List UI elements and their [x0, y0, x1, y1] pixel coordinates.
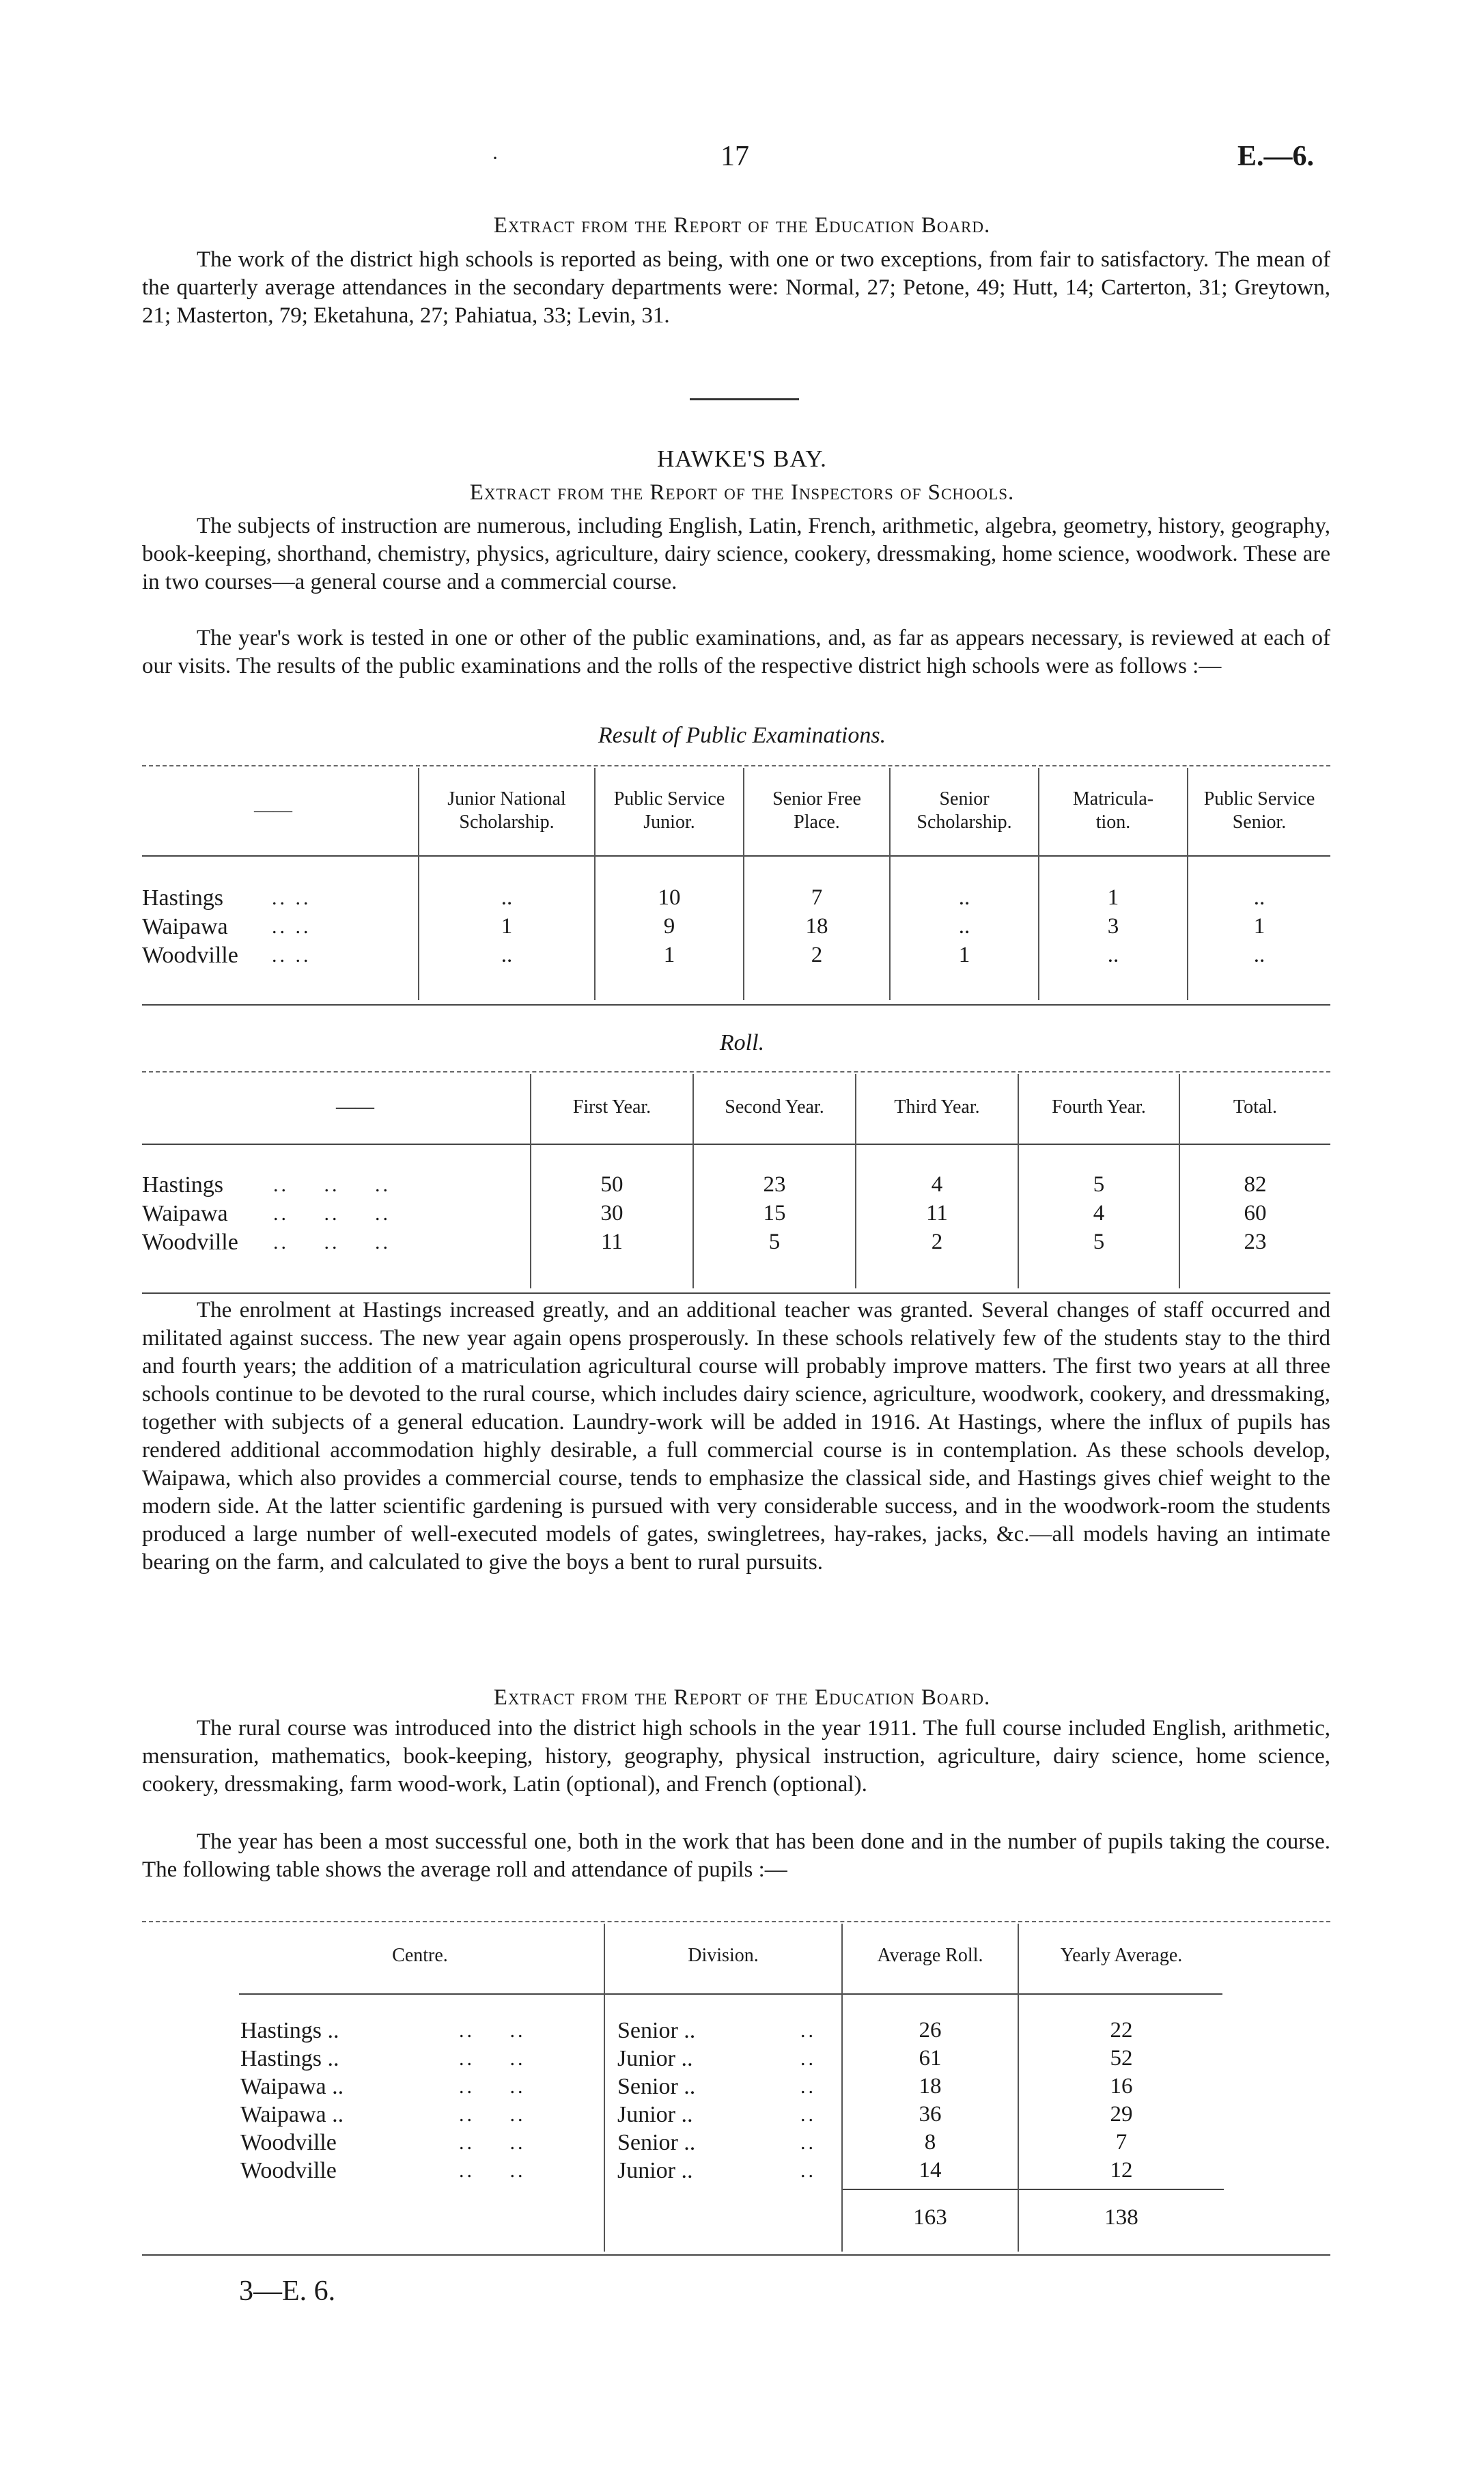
- exam-column-header-line: Senior: [939, 788, 990, 809]
- section1-paragraph: [142, 246, 1330, 330]
- table-cell: 14: [919, 2158, 942, 2183]
- section1-heading: Extract from the Report of the Education Board.: [493, 213, 991, 238]
- table-cell: 1: [663, 943, 675, 967]
- table-cell: ..: [958, 914, 970, 939]
- roll-column-header: Fourth Year.: [1052, 1096, 1146, 1118]
- table-cell: 1: [958, 943, 970, 967]
- attendance-column-header: Average Roll.: [877, 1945, 983, 1966]
- roll-column-header: Total.: [1233, 1096, 1278, 1118]
- section2-paragraph2: [142, 624, 1330, 680]
- signature-mark: 3—E. 6.: [239, 2275, 336, 2307]
- section-divider: [690, 398, 799, 400]
- table-cell: ..: [501, 943, 513, 967]
- table-cell: 29: [1110, 2102, 1133, 2127]
- document-reference: E.—6.: [1237, 141, 1315, 172]
- section3-paragraph2-text: The year has been a most successful one, both in the work that has been done and in the number of pupils taking the course. The following table shows the average roll and attendance of pupils :—: [142, 1829, 1330, 1882]
- table-cell: 1: [1107, 885, 1119, 910]
- exam-column-header: [744, 788, 889, 834]
- header-dot: ·: [492, 147, 499, 169]
- table-cell: 36: [919, 2102, 942, 2127]
- exam-column-header-line: Scholarship.: [459, 812, 555, 833]
- hawkes-bay-title: HAWKE'S BAY.: [657, 445, 827, 472]
- table-cell: 1: [1253, 914, 1265, 939]
- roll-column-header: First Year.: [572, 1096, 652, 1118]
- table-cell: ..: [1107, 943, 1119, 967]
- exam-column-header-line: Scholarship.: [916, 812, 1012, 833]
- roll-column-header: Third Year.: [894, 1096, 980, 1118]
- roll-table-caption: Roll.: [719, 1030, 765, 1055]
- row-label: Waipawa: [142, 1201, 228, 1226]
- leader-dots: ..: [800, 2047, 816, 2070]
- section3-paragraph: [142, 1297, 1330, 1577]
- section3-paragraph1-text: The rural course was introduced into the district high schools in the year 1911. The full course included English, arithmetic, mensuration, mathematics, book-keeping, history, geography, physical instruction, agriculture, dairy science, home science, cookery, dressmaking, farm wood-work, Latin (optional), and French (optional).: [142, 1716, 1330, 1797]
- leader-dots: ..: [800, 2103, 816, 2126]
- table-cell: 52: [1110, 2046, 1133, 2071]
- exam-column-header: [1188, 788, 1330, 834]
- table-cell: 4: [931, 1172, 943, 1197]
- table-cell: 7: [1115, 2130, 1128, 2155]
- division-cell: Junior ..: [617, 2102, 693, 2127]
- leader-dots: .. .. ..: [273, 1174, 391, 1196]
- table-cell: 82: [1244, 1172, 1267, 1197]
- total-roll: 163: [913, 2205, 947, 2230]
- table-cell: 7: [811, 885, 823, 910]
- section3-heading: Extract from the Report of the Education Board.: [493, 1685, 991, 1710]
- attendance-table-top-rule: [142, 1921, 1330, 1922]
- section1-paragraph-text: The work of the district high schools is reported as being, with one or two exceptions, from fair to satisfactory. The mean of the quarterly average attendances in the secondary departments were: Normal, 27; Petone, 49; Hutt, 14; Carterton, 31; Greytown, 21; Masterton, 79; Eketahuna, 27; Pahiatua, 33; Levin, 31.: [142, 247, 1330, 328]
- table-cell: 1: [501, 914, 513, 939]
- exam-column-header-line: Public Service: [613, 788, 725, 809]
- exam-column-header-line: Place.: [794, 812, 840, 833]
- leader-dots: .. .. ..: [273, 1202, 391, 1225]
- leader-dots: .. ..: [459, 2075, 526, 2098]
- table-cell: 2: [931, 1230, 943, 1254]
- section2-paragraph1: [142, 512, 1330, 596]
- table-cell: 18: [919, 2074, 942, 2099]
- leader-dots: ..: [800, 2075, 816, 2098]
- roll-table-bottom-rule: [142, 1292, 1330, 1294]
- division-cell: Junior ..: [617, 2046, 693, 2071]
- division-cell: Senior ..: [617, 2074, 696, 2099]
- table-cell: 50: [600, 1172, 624, 1197]
- table-cell: 9: [663, 914, 675, 939]
- row-label: Waipawa: [142, 914, 228, 939]
- roll-column-header: Second Year.: [725, 1096, 824, 1118]
- table-cell: 26: [919, 2018, 942, 2043]
- table-cell: ..: [1253, 943, 1265, 967]
- total-average: 138: [1104, 2205, 1138, 2230]
- page-number: 17: [720, 141, 749, 172]
- table-cell: 12: [1110, 2158, 1133, 2183]
- exam-table-bottom-rule: [142, 1004, 1330, 1006]
- attendance-table-total-rule: [841, 2189, 1224, 2190]
- leader-dots: .. ..: [459, 2159, 526, 2182]
- division-cell: Senior ..: [617, 2130, 696, 2155]
- section2-heading: Extract from the Report of the Inspectors of Schools.: [469, 480, 1015, 505]
- exam-column-header-line: Senior.: [1232, 812, 1287, 833]
- row-label: Woodville: [142, 943, 238, 968]
- table-cell: 2: [811, 943, 823, 967]
- exam-column-header: [1039, 788, 1187, 834]
- table-cell: 10: [658, 885, 681, 910]
- section2-paragraph1-text: The subjects of instruction are numerous, including English, Latin, French, arithmetic, algebra, geometry, history, geography, book-keeping, shorthand, chemistry, physics, agriculture, dairy science, cookery, dressmaking, home science, woodwork. These are in two courses—a general course and a commercial course.: [142, 514, 1330, 594]
- leader-dots: .. ..: [272, 915, 311, 938]
- table-cell: 23: [1244, 1230, 1267, 1254]
- leader-dots: ..: [800, 2159, 816, 2182]
- exam-column-header: [419, 788, 594, 834]
- row-label: Hastings: [142, 885, 223, 911]
- table-cell: 61: [919, 2046, 942, 2071]
- attendance-table-header-rule: [239, 1993, 1222, 1995]
- section2-paragraph2-text: The year's work is tested in one or other of the public examinations, and, as far as appears necessary, is reviewed at each of our visits. The results of the public examinations and the rolls of the respective district high schools were as follows :—: [142, 626, 1330, 678]
- table-cell: 8: [924, 2130, 936, 2155]
- table-cell: ..: [1253, 885, 1265, 910]
- table-cell: 11: [926, 1201, 948, 1226]
- exam-column-header-line: Matricula-: [1072, 788, 1154, 809]
- exam-blank-header: ——: [254, 800, 292, 821]
- exam-column-header-line: Junior National: [447, 788, 566, 809]
- section3-paragraph2: [142, 1828, 1330, 1884]
- leader-dots: ..: [800, 2019, 816, 2042]
- table-cell: 30: [600, 1201, 624, 1226]
- division-cell: Junior ..: [617, 2158, 693, 2183]
- centre-cell: Waipawa ..: [240, 2074, 344, 2099]
- exam-column-header-line: tion.: [1095, 812, 1131, 833]
- exam-column-header: [891, 788, 1038, 834]
- leader-dots: .. ..: [272, 944, 311, 967]
- table-cell: 4: [1093, 1201, 1105, 1226]
- table-cell: 5: [768, 1230, 781, 1254]
- table-cell: ..: [958, 885, 970, 910]
- attendance-column-header: Yearly Average.: [1060, 1945, 1183, 1966]
- table-cell: 15: [763, 1201, 786, 1226]
- table-cell: ..: [501, 885, 513, 910]
- leader-dots: .. ..: [272, 887, 311, 909]
- roll-blank-header: ——: [336, 1096, 374, 1118]
- leader-dots: .. ..: [459, 2103, 526, 2126]
- centre-cell: Woodville: [240, 2130, 337, 2155]
- table-cell: 60: [1244, 1201, 1267, 1226]
- roll-table-header-rule: [142, 1144, 1330, 1145]
- exam-column-header: [596, 788, 743, 834]
- exam-table-caption: Result of Public Examinations.: [598, 723, 886, 748]
- attendance-col-divider: [604, 1924, 605, 2252]
- table-cell: 16: [1110, 2074, 1133, 2099]
- attendance-column-header: Centre.: [392, 1945, 448, 1966]
- section3-paragraph1: [142, 1715, 1330, 1799]
- table-cell: 22: [1110, 2018, 1133, 2043]
- centre-cell: Hastings ..: [240, 2046, 339, 2071]
- attendance-table-bottom-rule: [142, 2254, 1330, 2256]
- exam-column-header-line: Junior.: [643, 812, 695, 833]
- exam-column-header-line: Public Service: [1203, 788, 1315, 809]
- leader-dots: .. ..: [459, 2047, 526, 2070]
- leader-dots: .. .. ..: [273, 1231, 391, 1254]
- exam-table-header-rule: [142, 855, 1330, 857]
- table-cell: 11: [601, 1230, 623, 1254]
- leader-dots: .. ..: [459, 2131, 526, 2154]
- table-cell: 18: [805, 914, 828, 939]
- row-label: Woodville: [142, 1230, 238, 1255]
- centre-cell: Woodville: [240, 2158, 337, 2183]
- exam-table-top-rule: [142, 765, 1330, 766]
- section3-paragraph-text: The enrolment at Hastings increased greatly, and an additional teacher was granted. Several changes of staff occurred and militated against success. The new year again opens prosperously. In these schools relatively few of the students stay to the third and fourth years; the addition of a matriculation agricultural course will probably improve matters. The first two years at all three schools continue to be devoted to the rural course, which includes dairy science, agriculture, woodwork, cookery, and dressmaking, together with subjects of a general education. Laundry-work will be added in 1916. At Hastings, where the influx of pupils has rendered additional accommodation highly desirable, a full commercial course is in contemplation. As these schools develop, Waipawa, which also provides a commercial course, tends to emphasize the classical side, and Hastings gives chief weight to the modern side. At the latter scientific gardening is pursued with very considerable success, and in the woodwork-room the students produced a large number of well-executed models of gates, swingletrees, hay-rakes, jacks, &c.—all models having an intimate bearing on the farm, and calculated to give the boys a bent to rural pursuits.: [142, 1298, 1330, 1575]
- row-label: Hastings: [142, 1172, 223, 1198]
- table-cell: 3: [1107, 914, 1119, 939]
- leader-dots: .. ..: [459, 2019, 526, 2042]
- division-cell: Senior ..: [617, 2018, 696, 2043]
- centre-cell: Hastings ..: [240, 2018, 339, 2043]
- leader-dots: ..: [800, 2131, 816, 2154]
- table-cell: 5: [1093, 1230, 1105, 1254]
- roll-table-top-rule: [142, 1071, 1330, 1073]
- exam-column-header-line: Senior Free: [772, 788, 861, 809]
- centre-cell: Waipawa ..: [240, 2102, 344, 2127]
- attendance-column-header: Division.: [688, 1945, 759, 1966]
- table-cell: 23: [763, 1172, 786, 1197]
- table-cell: 5: [1093, 1172, 1105, 1197]
